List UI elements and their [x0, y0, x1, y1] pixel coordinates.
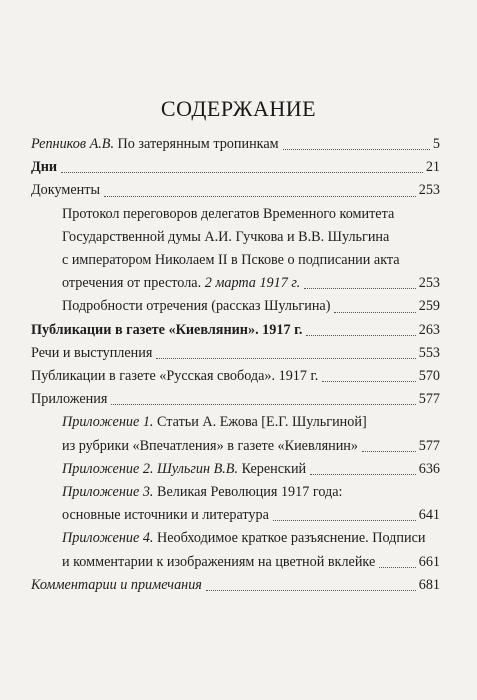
dot-leader — [61, 172, 423, 173]
entry-title: Комментарии и примечания — [31, 576, 202, 593]
entry-title: Речи и выступления — [31, 344, 153, 361]
entry-author: Репников А.В. — [31, 136, 114, 152]
entry-line: отречения от престола. — [62, 275, 202, 292]
entry-line: Протокол переговоров делегатов Временного комитета — [62, 205, 395, 222]
entry-line: и комментарии к изображениям на цветной вклейке — [62, 553, 376, 570]
entry-line: с императором Николаем II в Пскове о подписании акта — [62, 252, 400, 269]
toc-entry-documents — [31, 179, 440, 202]
toc-entry-dni — [31, 156, 440, 179]
entry-line: Государственной думы А.И. Гучкова и В.В. Шульгина — [62, 228, 390, 245]
dot-leader — [334, 312, 415, 313]
toc-entry-appendix-1 — [31, 411, 440, 457]
entry-title: Подробности отречения (рассказ Шульгина) — [62, 298, 331, 315]
toc-entry-comments — [31, 574, 440, 597]
page-number: 577 — [418, 437, 440, 454]
page-number: 681 — [418, 576, 440, 593]
toc-entry-russkaya-svoboda — [31, 365, 440, 388]
page-number: 253 — [418, 182, 440, 199]
entry-title: Приложения — [31, 391, 108, 408]
dot-leader — [306, 335, 415, 336]
dot-leader — [206, 590, 416, 591]
toc-entry-protocol — [31, 203, 440, 296]
page-number: 577 — [418, 391, 440, 408]
appendix-label: Приложение 3. — [62, 484, 154, 501]
table-of-contents — [31, 133, 440, 597]
dot-leader — [322, 381, 415, 382]
page-number: 661 — [418, 553, 440, 570]
appendix-label: Приложение 2. — [62, 460, 154, 477]
entry-title: Дни — [31, 159, 58, 176]
entry-author: Шульгин В.В. — [157, 460, 239, 477]
dot-leader — [273, 520, 416, 521]
entry-title: Документы — [31, 182, 100, 199]
entry-title: По затерянным тропинкам — [117, 136, 279, 152]
toc-entry-appendices — [31, 388, 440, 411]
dot-leader — [283, 149, 430, 150]
appendix-label: Приложение 4. — [62, 530, 154, 547]
page-number: 636 — [418, 460, 440, 477]
page-number: 5 — [432, 136, 440, 152]
toc-entry-kievlyanin — [31, 319, 440, 342]
page-number: 553 — [418, 344, 440, 361]
page-number: 263 — [418, 321, 440, 338]
entry-title: Публикации в газете «Русская свобода». 1917 г. — [31, 368, 319, 385]
page-title: СОДЕРЖАНИЕ — [160, 96, 317, 121]
dot-leader — [104, 196, 416, 197]
entry-line: из рубрики «Впечатления» в газете «Киевлянин» — [62, 437, 358, 454]
dot-leader — [310, 474, 416, 475]
page-number: 21 — [425, 159, 440, 176]
page-number: 259 — [418, 298, 440, 315]
entry-date: 2 марта 1917 г. — [204, 275, 301, 292]
dot-leader — [379, 567, 415, 568]
dot-leader — [362, 451, 416, 452]
entry-title: Публикации в газете «Киевлянин». 1917 г. — [31, 321, 303, 338]
toc-entry-speeches — [31, 342, 440, 365]
entry-title: Керенский — [241, 460, 307, 477]
toc-entry-foreword — [31, 133, 440, 156]
entry-line: Статьи А. Ежова [Е.Г. Шульгиной] — [157, 414, 367, 431]
page-number: 641 — [418, 507, 440, 524]
page-number: 570 — [418, 368, 440, 385]
dot-leader — [304, 288, 415, 289]
appendix-label: Приложение 1. — [62, 414, 154, 431]
toc-entry-appendix-4 — [31, 527, 440, 573]
dot-leader — [156, 358, 415, 359]
toc-entry-details — [31, 295, 440, 318]
page-number: 253 — [418, 275, 440, 292]
entry-line: Необходимое краткое разъяснение. Подписи — [157, 530, 426, 547]
toc-entry-appendix-2 — [31, 458, 440, 481]
dot-leader — [111, 404, 415, 405]
entry-line: Великая Революция 1917 года: — [157, 484, 343, 501]
toc-entry-appendix-3 — [31, 481, 440, 527]
entry-line: основные источники и литература — [62, 507, 269, 524]
